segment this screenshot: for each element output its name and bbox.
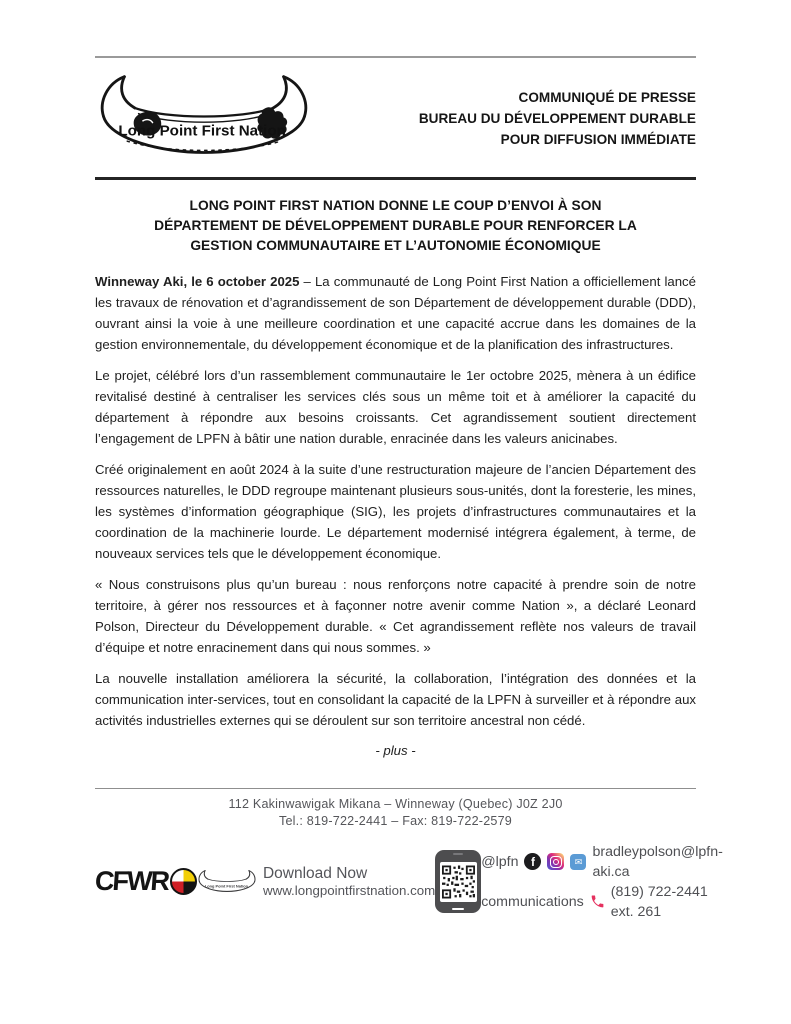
cfwr-wordmark: CFWR <box>93 866 170 897</box>
phone-icon <box>590 894 605 909</box>
qr-phone-icon <box>435 850 481 913</box>
social-handle: communications <box>481 893 584 910</box>
svg-text:Long Point First Nation: Long Point First Nation <box>204 882 249 888</box>
social-handle: @lpfn <box>481 853 519 870</box>
social-contact-block <box>481 842 723 922</box>
logo-wordmark: Long Point First Nation <box>118 122 286 140</box>
medicine-wheel-icon <box>170 868 197 895</box>
release-type-block <box>419 87 696 150</box>
footer-address-block <box>95 796 696 831</box>
title-line: GESTION COMMUNAUTAIRE ET L’AUTONOMIE ÉCONOMIQUE <box>190 237 601 253</box>
address-line: 112 Kakinwawigak Mikana – Winneway (Quebec) J0Z 2J0 <box>228 796 563 811</box>
article-body <box>95 271 696 758</box>
contact-phone: (819) 722-2441 ext. 261 <box>610 883 708 920</box>
canoe-logo <box>95 71 313 166</box>
paragraph-dateline: Winneway Aki, le 6 october 2025 – La communauté de Long Point First Nation a officiellement lancé les travaux de rénovation et d’agrandissement de son Département de développement durable (DDD), ouvrant ainsi la voie à une meilleure coordination et une capacité accrue dans les domaines de la gestion environnementale, du développement économique et de la planification des infrastructures. <box>95 273 696 352</box>
instagram-icon[interactable] <box>547 853 564 870</box>
email-icon: ✉ <box>570 854 586 870</box>
paragraph: Le projet, célébré lors d’un rassemblement communautaire le 1er octobre 2025, mènera à un édifice revitalisé destiné à centraliser les services clés sous un même toit et à améliorer la capacité du département à répondre aux besoins croissants. Cet agrandissement soutient directement l’engagement de LPFN à bâtir une nation durable, enracinée dans les valeurs anicinabes. <box>95 367 696 446</box>
cfwr-logo <box>95 866 197 897</box>
header-divider <box>95 177 696 180</box>
contact-email[interactable]: bradleypolson@lpfn-aki.ca <box>592 843 723 880</box>
release-line: COMMUNIQUÉ DE PRESSE <box>518 89 696 105</box>
more-marker: - plus - <box>375 742 416 758</box>
letterhead <box>95 71 696 166</box>
paragraph: La nouvelle installation améliorera la sécurité, la collaboration, l’intégration des données et la communication inter-services, tout en consolidant la capacité de la LPFN à surveiller et à répondre aux activités industrielles externes qui se déroulent sur son territoire ancestral non cédé. <box>95 670 696 728</box>
app-download-block <box>197 865 435 899</box>
qr-code <box>440 862 477 902</box>
release-line: BUREAU DU DÉVELOPPEMENT DURABLE <box>418 110 696 126</box>
title-line: LONG POINT FIRST NATION DONNE LE COUP D’ENVOI À SON <box>189 197 602 213</box>
release-line: POUR DIFFUSION IMMÉDIATE <box>500 131 696 147</box>
dateline: Winneway Aki, le 6 october 2025 <box>95 273 300 289</box>
facebook-icon[interactable]: f <box>524 853 541 870</box>
footer-logo-bar <box>93 842 723 922</box>
top-divider <box>95 56 696 58</box>
website-url[interactable]: www.longpointfirstnation.com <box>262 882 436 898</box>
phone-fax-line: Tel.: 819-722-2441 – Fax: 819-722-2579 <box>278 814 513 829</box>
press-release-title <box>95 196 696 256</box>
download-now-label: Download Now <box>262 864 368 882</box>
canoe-logo-small <box>197 869 257 895</box>
paragraph: Créé originalement en août 2024 à la suite d’une restructuration majeure de l’ancien Département des ressources naturelles, le DDD regroupe maintenant plusieurs sous-unités, dont la foresterie, les mines, les systèmes d’information géographique (SIG), les projets d’infrastructures communautaires et la coordination de la machinerie lourde. Le département modernisé intégrera également, à terme, de nouveaux services tels que le développement économique. <box>95 461 696 561</box>
paragraph-quote: « Nous construisons plus qu’un bureau : nous renforçons notre capacité à prendre soin de notre territoire, à gérer nos ressources et à façonner notre avenir comme Nation », a déclaré Leonard Polson, Directeur du Développement durable. « Cet agrandissement reflète nos valeurs de travail d’équipe et notre enracinement dans qui nous sommes. » <box>95 576 696 655</box>
title-line: DÉPARTEMENT DE DÉVELOPPEMENT DURABLE POUR RENFORCER LA <box>154 217 637 233</box>
footer-divider <box>95 788 696 789</box>
